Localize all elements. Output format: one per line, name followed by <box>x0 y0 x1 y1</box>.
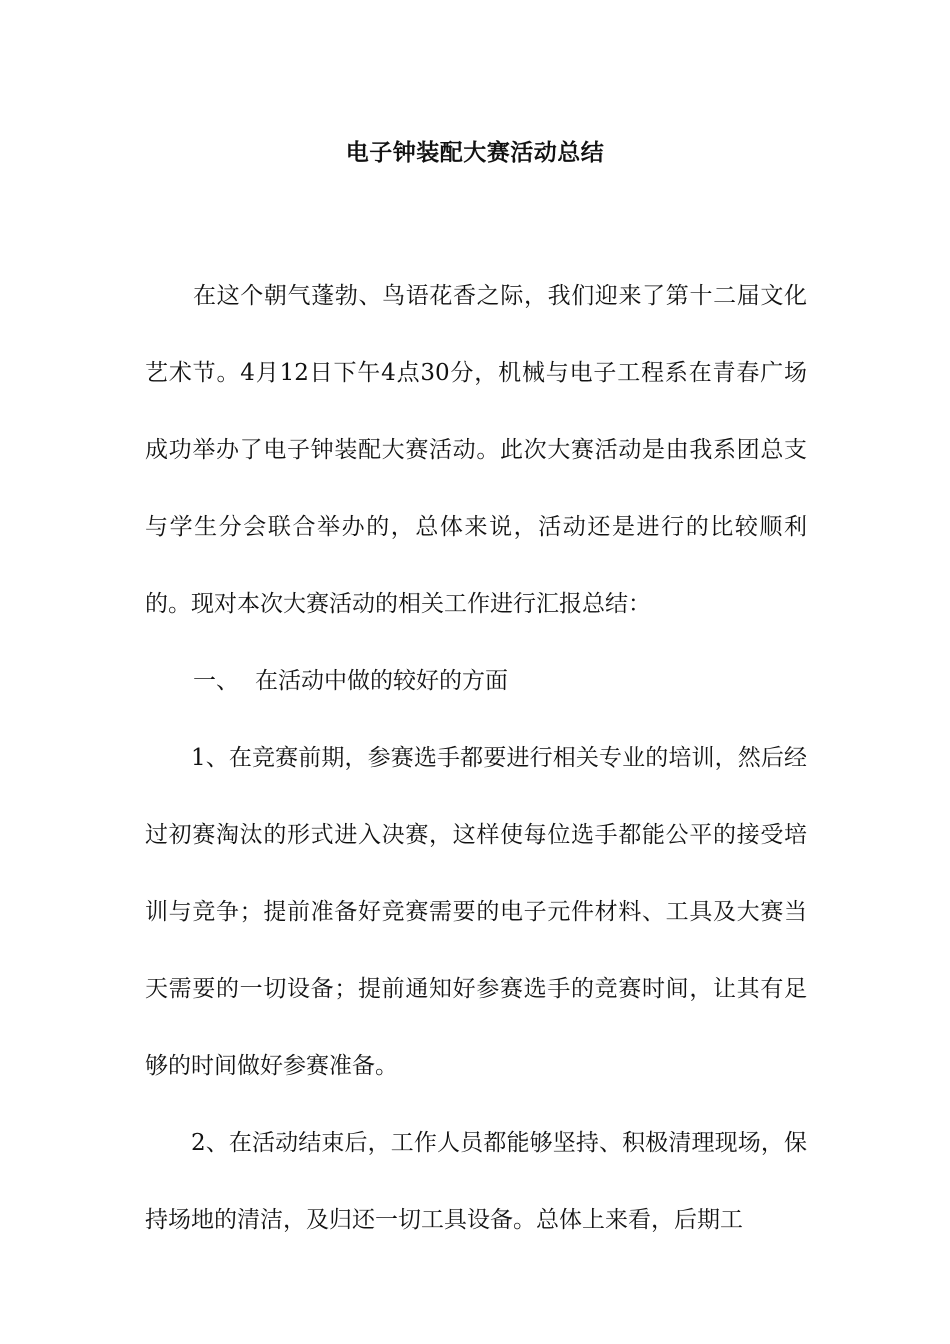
section-heading-number: 一、 <box>193 668 239 694</box>
list-item-2: 2、在活动结束后，工作人员都能够坚持、积极清理现场，保持场地的清洁，及归还一切工具设备。总体上来看，后期工 <box>145 1130 807 1233</box>
section-heading <box>145 643 807 720</box>
intro-paragraph: 在这个朝气蓬勃、鸟语花香之际，我们迎来了第十二届文化艺术节。4月12日下午4点30分，机械与电子工程系在青春广场成功举办了电子钟装配大赛活动。此次大赛活动是由我系团总支与学生分会联合举办的，总体来说，活动还是进行的比较顺利的。现对本次大赛活动的相关工作进行汇报总结： <box>145 283 807 617</box>
section-heading-text: 在活动中做的较好的方面 <box>255 668 508 694</box>
list-item-1: 1、在竞赛前期，参赛选手都要进行相关专业的培训，然后经过初赛淘汰的形式进入决赛，这样使每位选手都能公平的接受培训与竞争；提前准备好竞赛需要的电子元件材料、工具及大赛当天需要的一切设备；提前通知好参赛选手的竞赛时间，让其有足够的时间做好参赛准备。 <box>145 745 807 1079</box>
document-title: 电子钟装配大赛活动总结 <box>345 139 605 166</box>
document-body <box>145 258 807 1259</box>
